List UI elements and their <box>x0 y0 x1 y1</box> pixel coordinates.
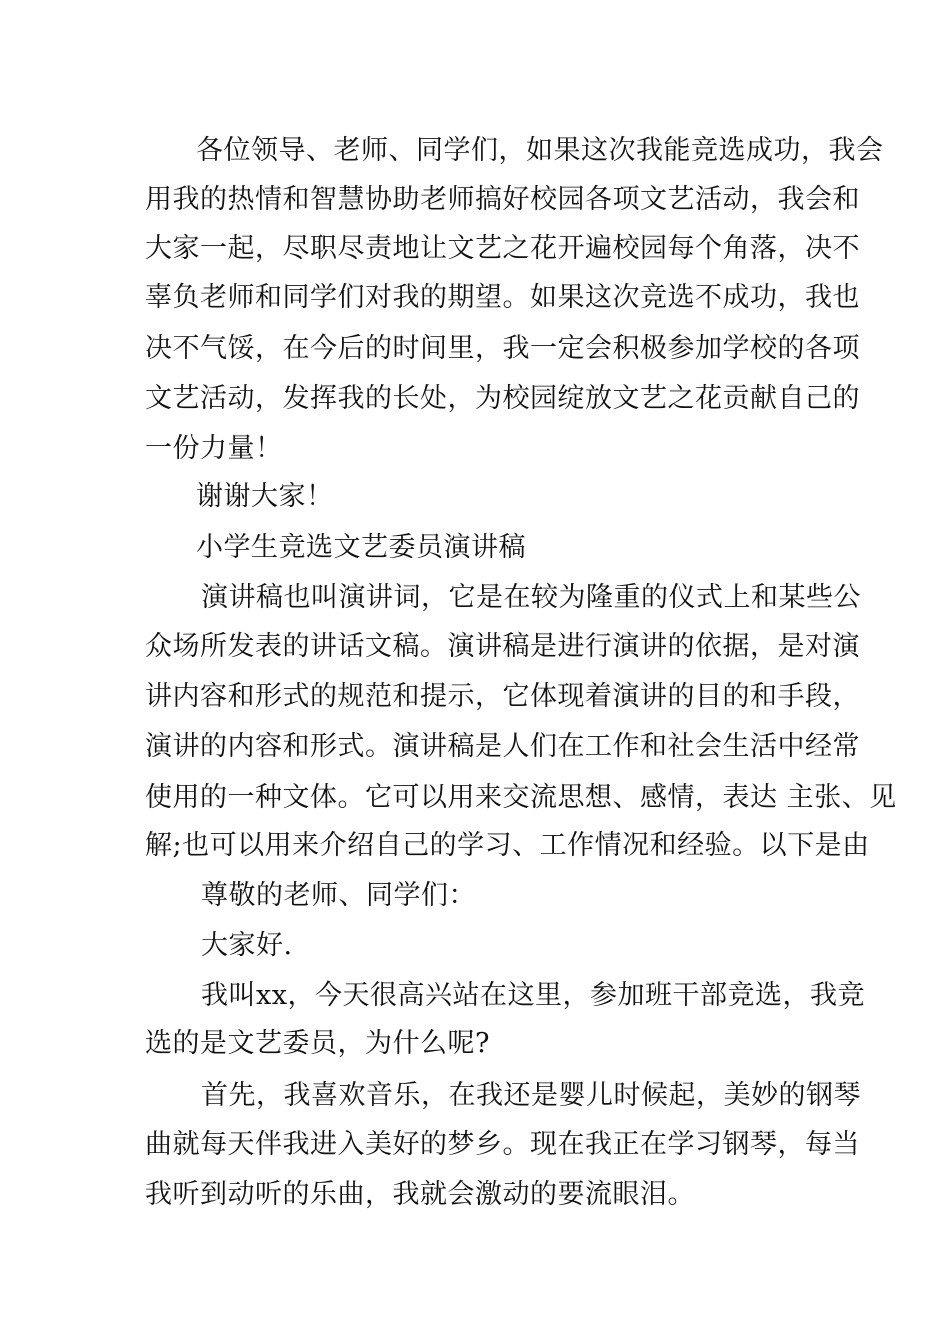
text-line: 讲内容和形式的规范和提示，它体现着演讲的目的和手段， <box>145 681 860 712</box>
text-line: 演讲的内容和形式。演讲稿是人们在工作和社会生活中经常 <box>145 731 860 762</box>
text-line: 辜负老师和同学们对我的期望。如果这次竞选不成功，我也 <box>145 282 860 313</box>
text-line: 演讲稿也叫演讲词，它是在较为隆重的仪式上和某些公 <box>201 582 861 613</box>
text-line: 用我的热情和智慧协助老师搞好校园各项文艺活动，我会和 <box>145 184 860 215</box>
text-line: 大家一起，尽职尽责地让文艺之花开遍校园每个角落，决不 <box>145 233 860 264</box>
text-line: 使用的一种文体。它可以用来交流思想、感情，表达 主张、见 <box>145 782 897 813</box>
text-line: 决不气馁，在今后的时间里，我一定会积极参加学校的各项 <box>145 333 860 364</box>
text-line: 首先，我喜欢音乐，在我还是婴儿时候起，美妙的钢琴 <box>201 1080 861 1111</box>
text-line: 选的是文艺委员，为什么呢? <box>145 1028 490 1059</box>
text-line: 众场所发表的讲话文稿。演讲稿是进行演讲的依据，是对演 <box>145 631 860 662</box>
text-line: 我听到动听的乐曲，我就会激动的要流眼泪。 <box>145 1179 695 1210</box>
text-line: 解;也可以用来介绍自己的学习、工作情况和经验。以下是由 <box>145 830 870 861</box>
section-title: 小学生竞选文艺委员演讲稿 <box>196 532 526 563</box>
text-line: 曲就每天伴我进入美好的梦乡。现在我正在学习钢琴，每当 <box>145 1129 860 1160</box>
text-line: 我叫xx，今天很高兴站在这里，参加班干部竞选，我竞 <box>201 980 865 1011</box>
text-line: 一份力量！ <box>145 433 283 464</box>
text-line: 尊敬的老师、同学们： <box>201 880 476 911</box>
text-line: 文艺活动，发挥我的长处，为校园绽放文艺之花贡献自己的 <box>145 383 860 414</box>
text-line: 大家好. <box>201 930 293 961</box>
text-line: 谢谢大家！ <box>196 481 334 512</box>
text-line: 各位领导、老师、同学们，如果这次我能竞选成功，我会 <box>196 135 884 166</box>
